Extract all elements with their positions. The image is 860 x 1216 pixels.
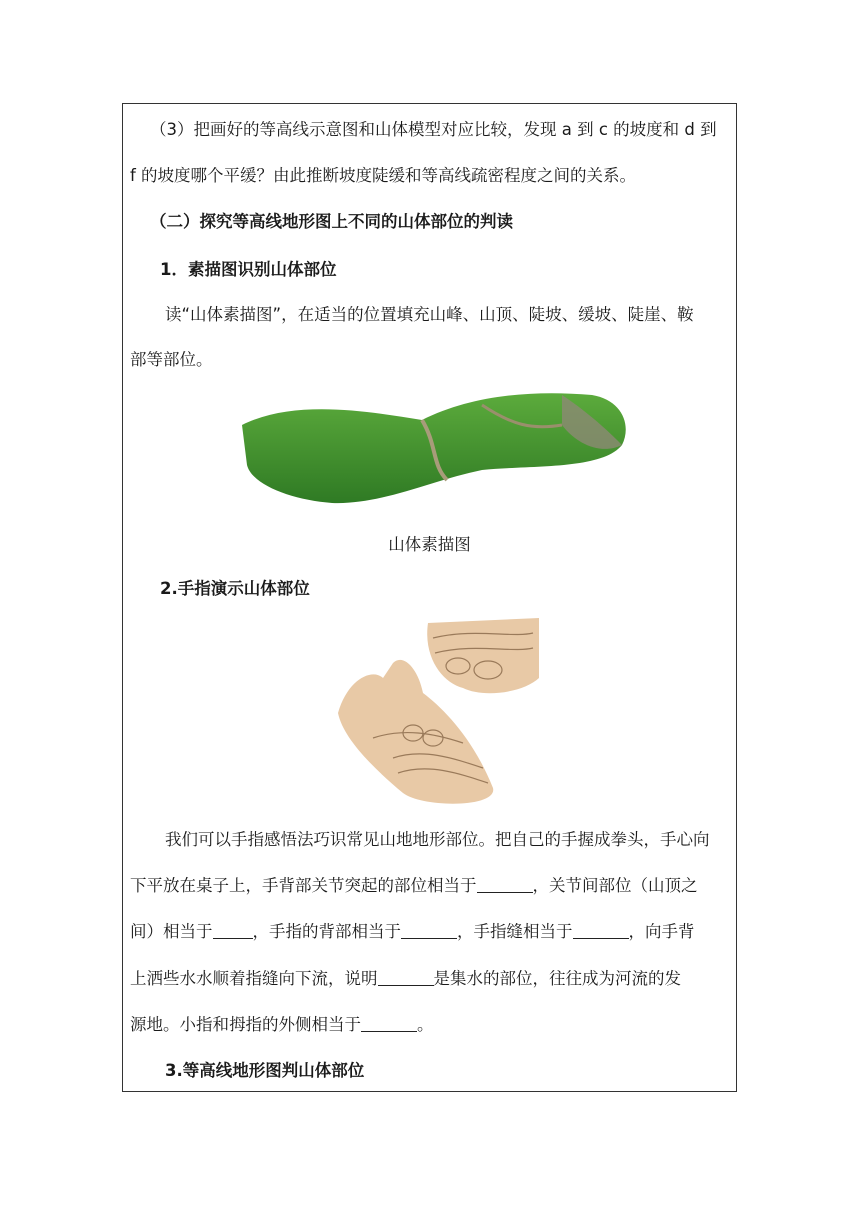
section-heading: （二）探究等高线地形图上不同的山体部位的判读: [150, 212, 513, 231]
paragraph-line: 读“山体素描图”，在适当的位置填充山峰、山顶、陡坡、缓坡、陡崖、鞍: [165, 305, 694, 324]
paragraph-line: [130, 874, 730, 898]
mountain-sketch-image: [232, 385, 632, 510]
text-span: ，关节间部位（山顶之: [532, 876, 698, 895]
paragraph-line: [130, 920, 730, 944]
figure-caption: 山体素描图: [388, 535, 471, 554]
paragraph-line: f 的坡度哪个平缓？由此推断坡度陡缓和等高线疏密程度之间的关系。: [130, 166, 637, 185]
fill-blank[interactable]: [378, 969, 434, 986]
hand-contour-image: [333, 618, 539, 808]
paragraph-line: 我们可以手指感悟法巧识常见山地地形部位。把自己的手握成拳头，手心向: [165, 830, 710, 849]
fill-blank[interactable]: [477, 876, 533, 893]
text-span: 是集水的部位，往往成为河流的发: [433, 969, 681, 988]
fill-blank[interactable]: [573, 922, 629, 939]
paragraph-line: 部等部位。: [130, 350, 213, 369]
fill-blank[interactable]: [401, 922, 457, 939]
text-span: 下平放在桌子上，手背部关节突起的部位相当于: [130, 876, 477, 895]
fill-blank[interactable]: [361, 1015, 417, 1032]
text-span: ，手指缝相当于: [457, 922, 573, 941]
text-span: ，手指的背部相当于: [252, 922, 401, 941]
text-span: 。: [417, 1015, 434, 1034]
fill-blank[interactable]: [213, 922, 253, 939]
paragraph-line: （3）把画好的等高线示意图和山体模型对应比较，发现 a 到 c 的坡度和 d 到: [150, 120, 717, 139]
paragraph-line: [130, 967, 730, 991]
paragraph-line: [130, 1013, 730, 1037]
subsection-heading: 1．素描图识别山体部位: [160, 260, 337, 279]
text-span: 上洒些水水顺着指缝向下流，说明: [130, 969, 378, 988]
text-span: ，向手背: [628, 922, 695, 941]
subsection-heading: 2.手指演示山体部位: [160, 579, 310, 598]
text-span: 间）相当于: [130, 922, 213, 941]
text-span: 源地。小指和拇指的外侧相当于: [130, 1015, 361, 1034]
subsection-heading: 3.等高线地形图判山体部位: [165, 1061, 365, 1080]
